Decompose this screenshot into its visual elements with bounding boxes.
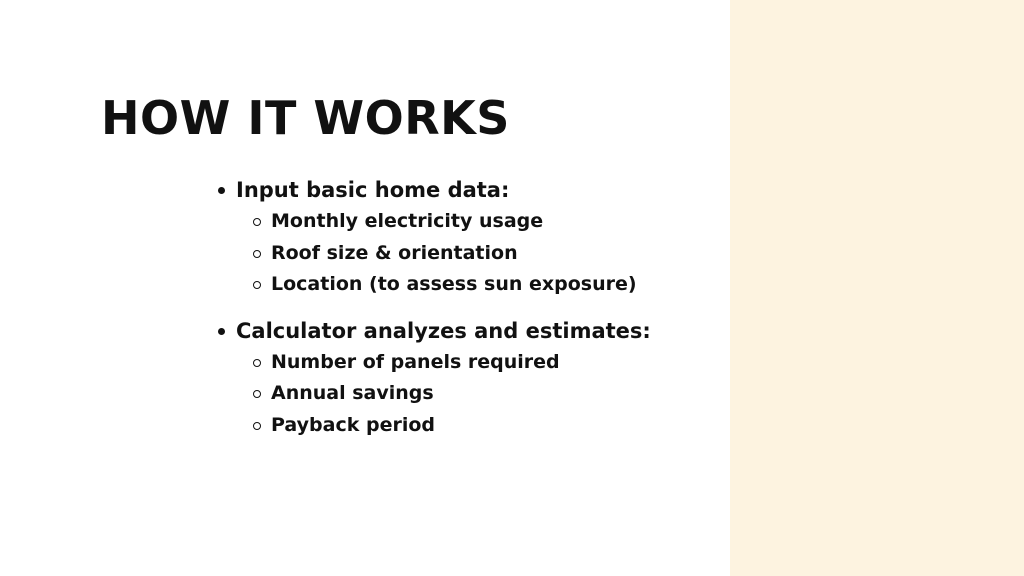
slide-title: HOW IT WORKS bbox=[101, 91, 510, 145]
bullet-dot-icon bbox=[218, 187, 225, 194]
side-panel bbox=[730, 0, 1024, 576]
bullet-dot-icon bbox=[218, 328, 225, 335]
sub-bullet-item bbox=[216, 378, 716, 410]
sub-bullet-text: Annual savings bbox=[271, 382, 434, 404]
sub-bullet-item bbox=[216, 410, 716, 442]
sub-bullet-list bbox=[216, 347, 716, 442]
sub-bullet-text: Number of panels required bbox=[271, 350, 560, 373]
hollow-circle-bullet-icon bbox=[253, 359, 261, 367]
sub-bullet-item bbox=[216, 238, 716, 270]
bullet-item bbox=[216, 174, 716, 206]
slide-content bbox=[216, 174, 716, 455]
sub-bullet-text: Roof size & orientation bbox=[271, 241, 518, 264]
sub-bullet-list bbox=[216, 206, 716, 301]
bullet-text: Calculator analyzes and estimates: bbox=[236, 318, 651, 343]
hollow-circle-bullet-icon bbox=[253, 218, 261, 226]
hollow-circle-bullet-icon bbox=[253, 390, 261, 398]
hollow-circle-bullet-icon bbox=[253, 422, 261, 430]
sub-bullet-text: Location (to assess sun exposure) bbox=[271, 273, 637, 295]
sub-bullet-item bbox=[216, 206, 716, 238]
hollow-circle-bullet-icon bbox=[253, 250, 261, 258]
sub-bullet-text: Payback period bbox=[271, 413, 435, 436]
sub-bullet-text: Monthly electricity usage bbox=[271, 210, 544, 232]
bullet-item bbox=[216, 315, 716, 347]
sub-bullet-item bbox=[216, 347, 716, 379]
sub-bullet-item bbox=[216, 269, 716, 301]
bullet-text: Input basic home data: bbox=[236, 178, 510, 202]
bullet-group-analysis bbox=[216, 315, 716, 442]
hollow-circle-bullet-icon bbox=[253, 281, 261, 289]
bullet-group-input bbox=[216, 174, 716, 301]
